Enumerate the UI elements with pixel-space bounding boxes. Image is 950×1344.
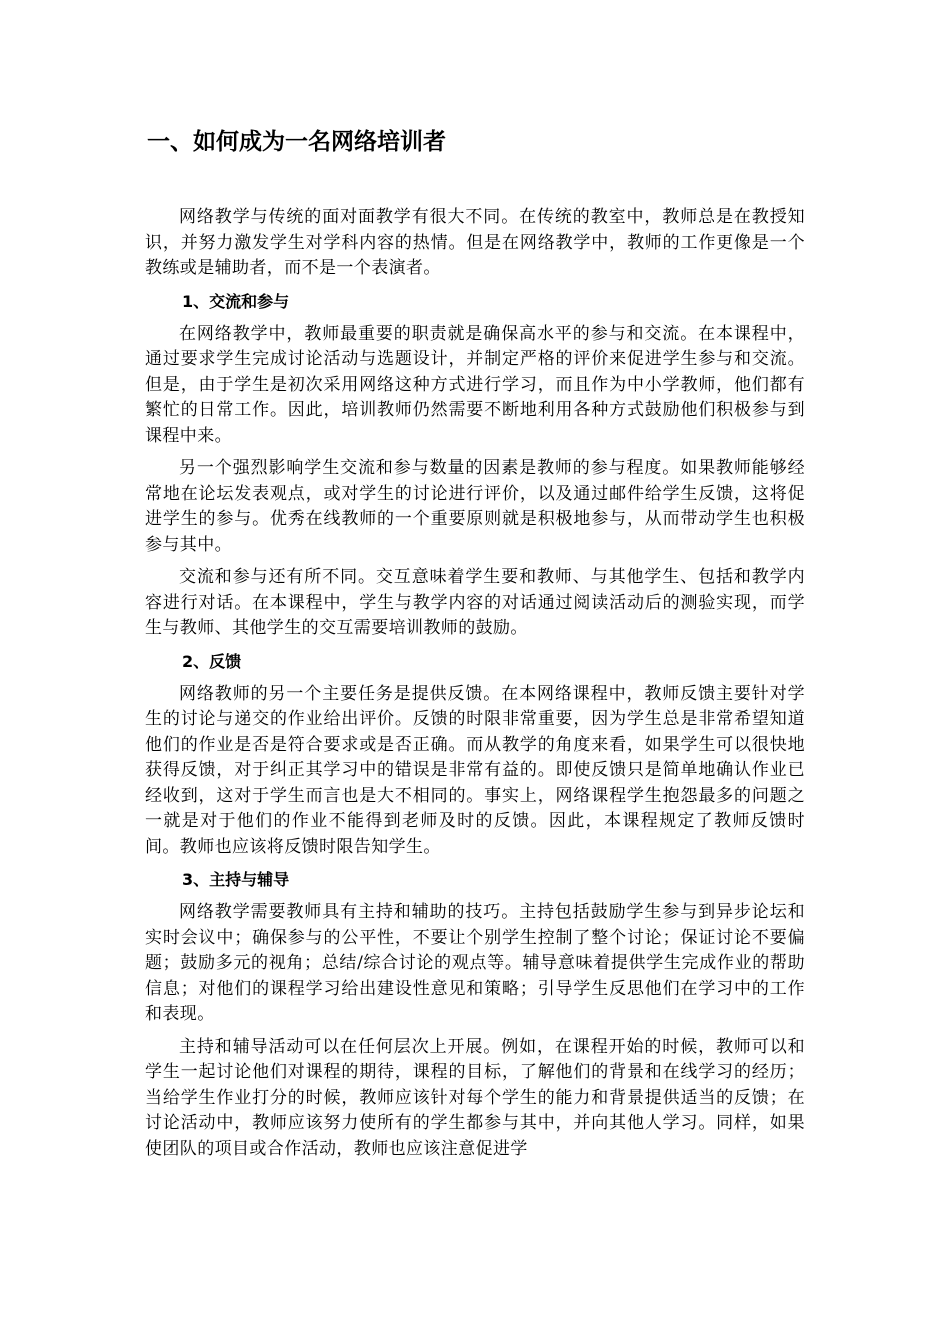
paragraph: 另一个强烈影响学生交流和参与数量的因素是教师的参与程度。如果教师能够经常地在论坛发表观点，或对学生的讨论进行评价，以及通过邮件给学生反馈，这将促进学生的参与。优秀在线教师的一个重要原则就是积极地参与，从而带动学生也积极参与其中。	[145, 458, 805, 555]
paragraph: 在网络教学中，教师最重要的职责就是确保高水平的参与和交流。在本课程中，通过要求学生完成讨论活动与选题设计，并制定严格的评价来促进学生参与和交流。但是，由于学生是初次采用网络这种方式进行学习，而且作为中小学教师，他们都有繁忙的日常工作。因此，培训教师仍然需要不断地利用各种方式鼓励他们积极参与到课程中来。	[145, 323, 805, 446]
paragraph: 网络教师的另一个主要任务是提供反馈。在本网络课程中，教师反馈主要针对学生的讨论与递交的作业给出评价。反馈的时限非常重要，因为学生总是非常希望知道他们的作业是否是符合要求或是否正确。而从教学的角度来看，如果学生可以很快地获得反馈，对于纠正其学习中的错误是非常有益的。即使反馈只是简单地确认作业已经收到，这对于学生而言也是大不相同的。事实上，网络课程学生抱怨最多的问题之一就是对于他们的作业不能得到老师及时的反馈。因此，本课程规定了教师反馈时间。教师也应该将反馈时限告知学生。	[145, 683, 805, 857]
intro-paragraph: 网络教学与传统的面对面教学有很大不同。在传统的教室中，教师总是在教授知识，并努力激发学生对学科内容的热情。但是在网络教学中，教师的工作更像是一个教练或是辅助者，而不是一个表演者。	[145, 207, 805, 278]
section-heading-communication: 1、交流和参与	[182, 291, 290, 311]
document-body	[145, 205, 805, 1169]
paragraph: 主持和辅导活动可以在任何层次上开展。例如，在课程开始的时候，教师可以和学生一起讨论他们对课程的期待，课程的目标，了解他们的背景和在线学习的经历；当给学生作业打分的时候，教师应该针对每个学生的能力和背景提供适当的反馈；在讨论活动中，教师应该努力使所有的学生都参与其中，并向其他人学习。同样，如果使团队的项目或合作活动，教师也应该注意促进学	[145, 1036, 805, 1159]
paragraph: 交流和参与还有所不同。交互意味着学生要和教师、与其他学生、包括和教学内容进行对话。在本课程中，学生与教学内容的对话通过阅读活动后的测验实现，而学生与教师、其他学生的交互需要培训教师的鼓励。	[145, 567, 805, 638]
paragraph: 网络教学需要教师具有主持和辅助的技巧。主持包括鼓励学生参与到异步论坛和实时会议中；确保参与的公平性，不要让个别学生控制了整个讨论；保证讨论不要偏题；鼓励多元的视角；总结/综合讨论的观点等。辅导意味着提供学生完成作业的帮助信息；对他们的课程学习给出建设性意见和策略；引导学生反思他们在学习中的工作和表现。	[145, 902, 805, 1024]
section-heading-moderation: 3、主持与辅导	[182, 870, 290, 889]
document-title: 一、如何成为一名网络培训者	[147, 129, 446, 155]
section-heading-feedback: 2、反馈	[182, 651, 242, 671]
